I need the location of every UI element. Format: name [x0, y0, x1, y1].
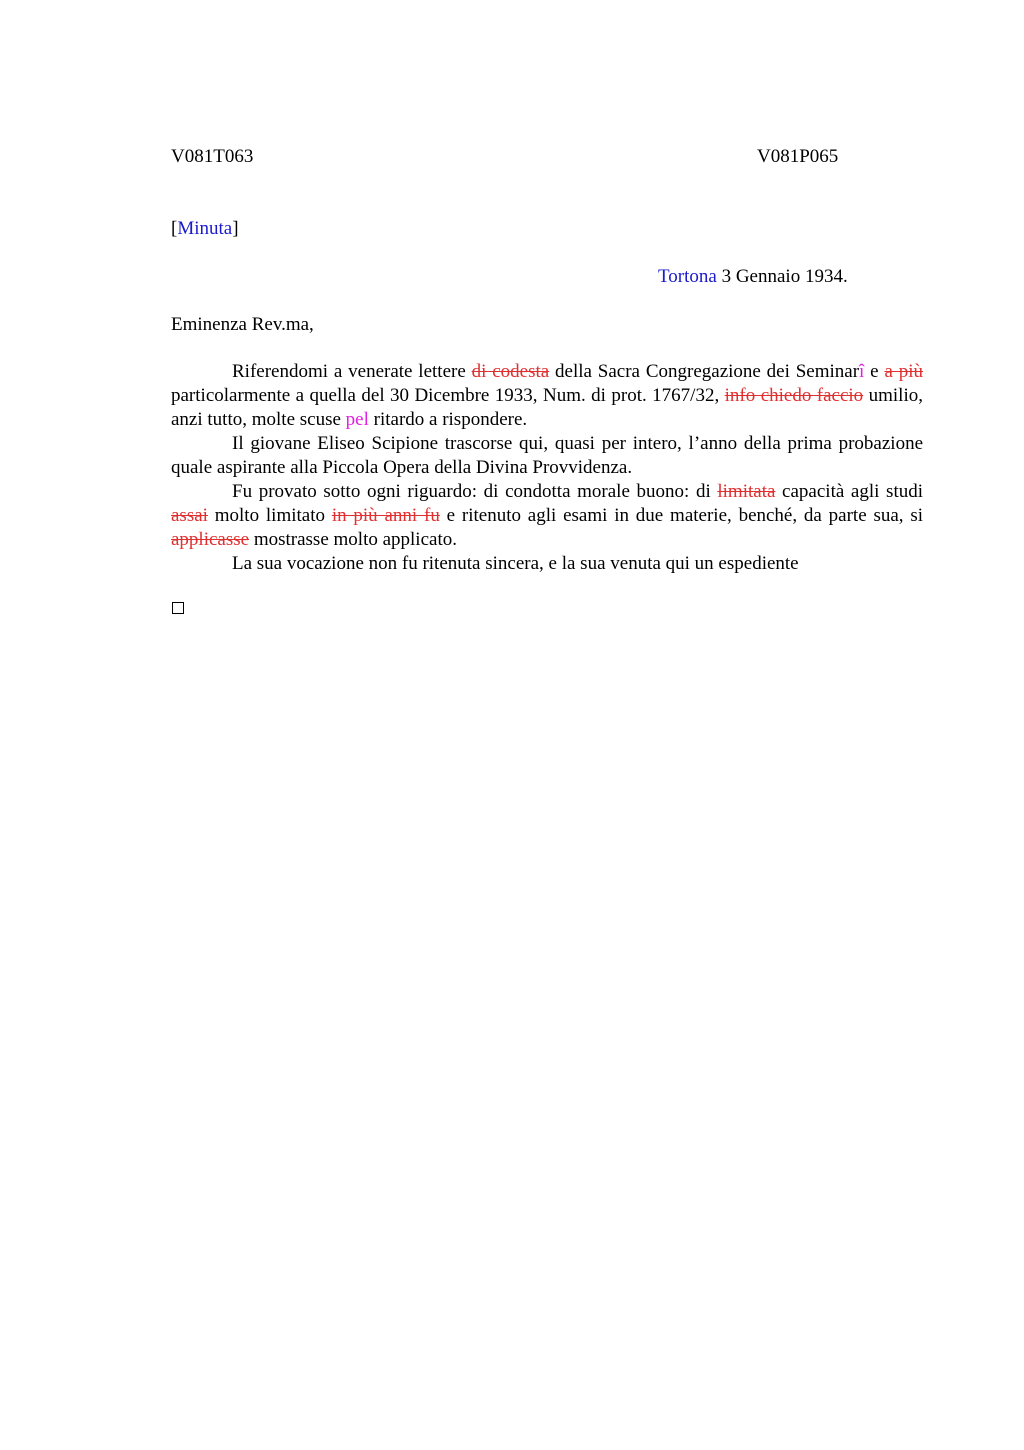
deleted-text: in più anni fu [331, 505, 440, 526]
dateline-place: Tortona [658, 266, 717, 287]
bracket-open: [ [171, 218, 178, 239]
deleted-text: a più [884, 361, 923, 382]
inserted-text: pel [345, 409, 369, 430]
text-run: molto limitato [207, 505, 332, 526]
deleted-text: info chiedo faccio [724, 385, 864, 406]
deleted-text: applicasse [171, 529, 250, 550]
text-run: ritardo a rispondere. [368, 409, 528, 430]
checkbox-square-icon [172, 602, 184, 614]
text-run: Il giovane Eliseo Scipione trascorse qui, quasi per intero, l’anno della prima probazione quale aspirante alla Piccola Opera della Divina Provvidenza. [171, 433, 923, 478]
deleted-text: limitata [717, 481, 776, 502]
dateline [658, 266, 848, 288]
deleted-text: di codesta [471, 361, 550, 382]
letter-body [171, 360, 923, 576]
salutation: Eminenza Rev.ma, [171, 314, 314, 335]
paragraph-4 [171, 552, 923, 576]
dateline-date: 3 Gennaio 1934. [716, 266, 848, 287]
text-run: mostrasse molto applicato. [249, 529, 457, 550]
text-run: e [864, 361, 885, 382]
text-run: particolarmente a quella del 30 Dicembre 1933, Num. di prot. 1767/32, [171, 385, 725, 406]
text-run: umilio, anzi tutto, molte scuse [171, 385, 923, 430]
paragraph-3 [171, 480, 923, 552]
document-header [171, 146, 923, 170]
text-run: Riferendomi a venerate lettere [232, 361, 472, 382]
text-run: La sua vocazione non fu ritenuta sincera, e la sua venuta qui un espediente [232, 553, 799, 574]
text-run: capacità agli studi [775, 481, 923, 502]
paragraph-2 [171, 432, 923, 480]
text-run: della Sacra Congregazione dei Seminar [549, 361, 860, 382]
text-run: Fu provato sotto ogni riguardo: di condotta morale buono: di [232, 481, 718, 502]
inserted-text: î [859, 361, 865, 382]
bracket-close: ] [232, 218, 239, 239]
minuta-label [171, 218, 239, 240]
paragraph-1 [171, 360, 923, 432]
document-code-right: V081P065 [757, 146, 839, 167]
deleted-text: assai [171, 505, 208, 526]
text-run: e ritenuto agli esami in due materie, benché, da parte sua, si [439, 505, 923, 526]
minuta-text: Minuta [177, 218, 233, 239]
document-code-left: V081T063 [171, 146, 254, 167]
